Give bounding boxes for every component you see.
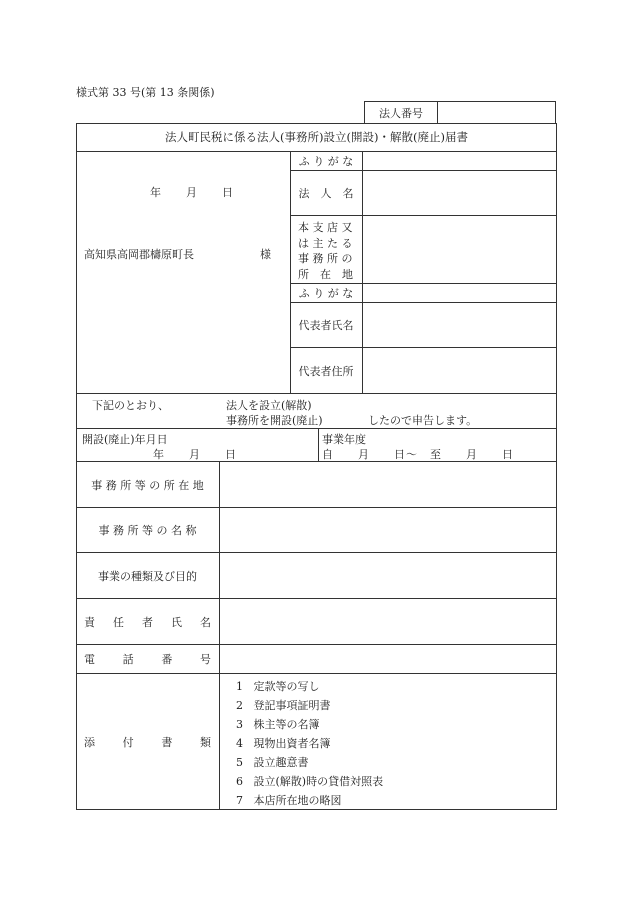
hq-line-2: は 主 た る xyxy=(298,236,353,250)
declaration-option-2: 事務所を開設(廃止) xyxy=(226,414,323,427)
business-year-label: 事業年度 xyxy=(322,433,366,446)
list-item: 2 登記事項証明書 xyxy=(236,699,331,712)
att-char-2: 付 xyxy=(122,736,134,749)
attachments-list xyxy=(236,677,383,810)
office-name-label: 事 務 所 等 の 名 称 xyxy=(76,508,219,553)
office-name-field[interactable] xyxy=(219,508,557,553)
phone-label xyxy=(76,645,219,674)
open-date-value[interactable]: 年 月 日 xyxy=(153,448,237,461)
open-date-label: 開設(廃止)年月日 xyxy=(82,433,168,446)
addressee: 高知県高岡郡檮原町長 xyxy=(84,248,194,261)
phone-field[interactable] xyxy=(219,645,557,674)
rep-name-label: 代表者氏名 xyxy=(290,303,362,348)
corp-number-label: 法人番号 xyxy=(364,101,438,124)
hq-line-1: 本 支 店 又 xyxy=(298,221,353,234)
furigana-field-1[interactable] xyxy=(362,152,557,171)
corp-number-field[interactable] xyxy=(437,101,556,124)
declaration-tail: したので申告します。 xyxy=(368,414,478,427)
attachments-label xyxy=(76,674,219,810)
business-year-value[interactable]: 自 月 日〜 至 月 日 xyxy=(322,448,514,461)
att-char-4: 類 xyxy=(199,736,211,749)
hq-line-3: 事 務 所 の xyxy=(298,252,353,265)
list-item: 7 本店所在地の略図 xyxy=(236,794,342,807)
declaration-option-1: 法人を設立(解散) xyxy=(226,399,312,412)
rp-char-1: 責 xyxy=(84,615,95,629)
phone-char-2: 話 xyxy=(122,653,134,666)
phone-char-4: 号 xyxy=(199,653,211,666)
phone-char-1: 電 xyxy=(84,653,95,666)
att-char-1: 添 xyxy=(84,736,95,749)
business-type-field[interactable] xyxy=(219,553,557,599)
form-number: 様式第 33 号(第 13 条関係) xyxy=(76,86,215,99)
rep-address-field[interactable] xyxy=(362,348,557,393)
hq-address-label xyxy=(290,216,362,284)
rp-char-2: 任 xyxy=(113,615,124,629)
furigana-label-2: ふ り が な xyxy=(290,284,362,303)
rep-name-field[interactable] xyxy=(362,303,557,348)
list-item: 3 株主等の名簿 xyxy=(236,718,320,731)
responsible-person-field[interactable] xyxy=(219,599,557,645)
list-item: 6 設立(解散)時の貸借対照表 xyxy=(236,775,384,788)
list-item: 4 現物出資者名簿 xyxy=(236,737,331,750)
office-location-label: 事 務 所 等 の 所 在 地 xyxy=(76,462,219,508)
corp-name-field[interactable] xyxy=(362,171,557,216)
rp-char-4: 氏 xyxy=(171,615,182,629)
phone-char-3: 番 xyxy=(161,653,173,666)
corp-name-label: 法 人 名 xyxy=(290,171,362,216)
date-label: 年 月 日 xyxy=(150,186,234,199)
rep-address-label: 代表者住所 xyxy=(298,364,354,378)
rp-char-5: 名 xyxy=(200,615,211,629)
hq-line-4: 所 在 地 xyxy=(298,267,353,281)
rp-char-3: 者 xyxy=(142,615,153,629)
office-location-field[interactable] xyxy=(219,462,557,508)
list-item: 5 設立趣意書 xyxy=(236,756,309,769)
responsible-person-label xyxy=(76,599,219,645)
att-char-3: 書 xyxy=(161,736,173,749)
furigana-label-1: ふ り が な xyxy=(290,152,362,171)
form-title: 法人町民税に係る法人(事務所)設立(開設)・解散(廃止)届書 xyxy=(76,123,557,152)
hq-address-field[interactable] xyxy=(362,216,557,284)
furigana-field-2[interactable] xyxy=(362,284,557,303)
addressee-suffix: 様 xyxy=(260,248,271,261)
declaration-lead: 下記のとおり、 xyxy=(92,399,169,412)
list-item: 1 定款等の写し xyxy=(236,680,320,693)
business-type-label: 事業の種類及び目的 xyxy=(76,553,219,599)
